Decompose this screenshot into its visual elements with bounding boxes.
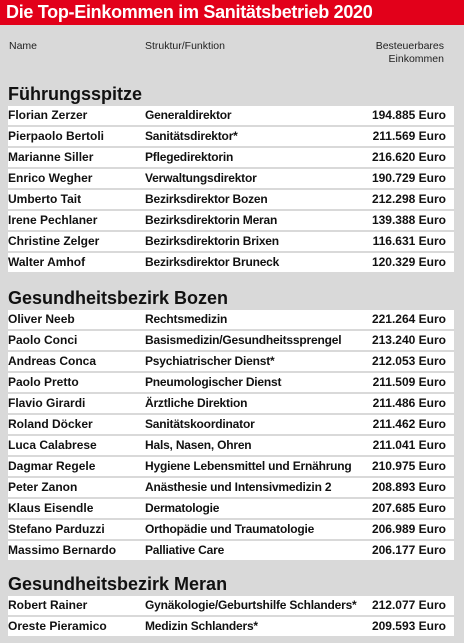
row-name: Roland Döcker <box>8 417 93 431</box>
table-meran <box>8 596 454 638</box>
table-row <box>8 127 454 146</box>
row-einkommen: 210.975 Euro <box>371 459 446 473</box>
row-einkommen: 206.177 Euro <box>371 543 446 557</box>
row-einkommen: 212.077 Euro <box>371 598 446 612</box>
table-row <box>8 436 454 455</box>
row-name: Klaus Eisendle <box>8 501 94 515</box>
row-einkommen: 209.593 Euro <box>371 619 446 633</box>
row-funktion: Bezirksdirektor Bruneck <box>145 255 280 269</box>
section-title-fuehrungsspitze: Führungsspitze <box>8 84 142 104</box>
row-einkommen: 211.486 Euro <box>372 396 446 410</box>
row-funktion: Palliative Care <box>145 543 225 557</box>
row-einkommen: 194.885 Euro <box>371 108 446 122</box>
table-fuehrungsspitze <box>8 106 454 274</box>
row-name: Luca Calabrese <box>8 438 97 452</box>
table-row <box>8 415 454 434</box>
table-row <box>8 457 454 476</box>
row-funktion: Rechtsmedizin <box>145 312 228 326</box>
table-row <box>8 373 454 392</box>
table-bozen <box>8 310 454 562</box>
row-einkommen: 216.620 Euro <box>371 150 446 164</box>
table-row <box>8 232 454 251</box>
row-einkommen: 207.685 Euro <box>371 501 446 515</box>
row-funktion: Bezirksdirektorin Brixen <box>145 234 279 248</box>
row-funktion: Anästhesie und Intensivmedizin 2 <box>145 480 332 494</box>
row-name: Florian Zerzer <box>8 108 88 122</box>
row-einkommen: 206.989 Euro <box>371 522 446 536</box>
table-row <box>8 520 454 539</box>
column-header-name: Name <box>9 40 38 52</box>
table-row <box>8 169 454 188</box>
row-name: Umberto Tait <box>8 192 82 206</box>
row-funktion: Hals, Nasen, Ohren <box>145 438 252 452</box>
table-row <box>8 617 454 636</box>
row-funktion: Gynäkologie/Geburtshilfe Schlanders* <box>145 598 357 612</box>
row-name: Massimo Bernardo <box>8 543 117 557</box>
table-row <box>8 596 454 615</box>
row-funktion: Hygiene Lebensmittel und Ernährung <box>145 459 352 473</box>
row-funktion: Psychiatrischer Dienst* <box>145 354 275 368</box>
row-funktion: Bezirksdirektorin Meran <box>145 213 278 227</box>
table-row <box>8 541 454 560</box>
row-funktion: Bezirksdirektor Bozen <box>145 192 268 206</box>
row-einkommen: 212.298 Euro <box>371 192 446 206</box>
column-header-einkommen-line2: Einkommen <box>388 53 444 65</box>
table-row <box>8 211 454 230</box>
row-einkommen: 190.729 Euro <box>371 171 446 185</box>
table-row <box>8 499 454 518</box>
row-name: Oliver Neeb <box>8 312 75 326</box>
column-header-struktur: Struktur/Funktion <box>145 40 225 52</box>
row-funktion: Pflegedirektorin <box>145 150 234 164</box>
row-name: Paolo Conci <box>8 333 78 347</box>
row-funktion: Dermatologie <box>145 501 220 515</box>
row-funktion: Ärztliche Direktion <box>145 396 248 410</box>
column-header-einkommen <box>376 40 444 66</box>
table-row <box>8 106 454 125</box>
row-name: Irene Pechlaner <box>8 213 98 227</box>
page-title: Die Top-Einkommen im Sanitätsbetrieb 2020 <box>6 2 373 22</box>
row-einkommen: 211.462 Euro <box>372 417 446 431</box>
row-funktion: Medizin Schlanders* <box>145 619 258 633</box>
row-funktion: Pneumologischer Dienst <box>145 375 282 389</box>
table-row <box>8 148 454 167</box>
row-name: Peter Zanon <box>8 480 78 494</box>
table-row <box>8 394 454 413</box>
row-funktion: Orthopädie und Traumatologie <box>145 522 315 536</box>
row-name: Christine Zelger <box>8 234 100 248</box>
row-name: Oreste Pieramico <box>8 619 107 633</box>
row-einkommen: 212.053 Euro <box>371 354 446 368</box>
row-funktion: Generaldirektor <box>145 108 232 122</box>
row-einkommen: 213.240 Euro <box>371 333 446 347</box>
row-einkommen: 221.264 Euro <box>371 312 446 326</box>
row-funktion: Verwaltungsdirektor <box>145 171 257 185</box>
row-funktion: Basismedizin/Gesundheitssprengel <box>145 333 342 347</box>
table-row <box>8 190 454 209</box>
row-name: Andreas Conca <box>8 354 97 368</box>
table-row <box>8 478 454 497</box>
row-einkommen: 211.041 Euro <box>372 438 446 452</box>
row-einkommen: 139.388 Euro <box>371 213 446 227</box>
row-name: Stefano Parduzzi <box>8 522 105 536</box>
column-header-einkommen-line1: Besteuerbares <box>375 40 444 52</box>
row-funktion: Sanitätskoordinator <box>145 417 255 431</box>
row-name: Walter Amhof <box>8 255 86 269</box>
row-einkommen: 211.569 Euro <box>372 129 446 143</box>
row-name: Flavio Girardi <box>8 396 86 410</box>
row-name: Pierpaolo Bertoli <box>8 129 105 143</box>
row-name: Dagmar Regele <box>8 459 96 473</box>
section-title-meran: Gesundheitsbezirk Meran <box>8 574 228 594</box>
row-name: Robert Rainer <box>8 598 88 612</box>
table-row <box>8 352 454 371</box>
row-funktion: Sanitätsdirektor* <box>145 129 238 143</box>
row-name: Paolo Pretto <box>8 375 79 389</box>
row-einkommen: 116.631 Euro <box>372 234 446 248</box>
row-einkommen: 120.329 Euro <box>371 255 446 269</box>
table-row <box>8 310 454 329</box>
title-bar <box>0 0 464 25</box>
table-row <box>8 331 454 350</box>
row-name: Marianne Siller <box>8 150 94 164</box>
row-einkommen: 211.509 Euro <box>372 375 446 389</box>
row-einkommen: 208.893 Euro <box>371 480 446 494</box>
row-name: Enrico Wegher <box>8 171 93 185</box>
section-title-bozen: Gesundheitsbezirk Bozen <box>8 288 229 308</box>
table-row <box>8 253 454 272</box>
